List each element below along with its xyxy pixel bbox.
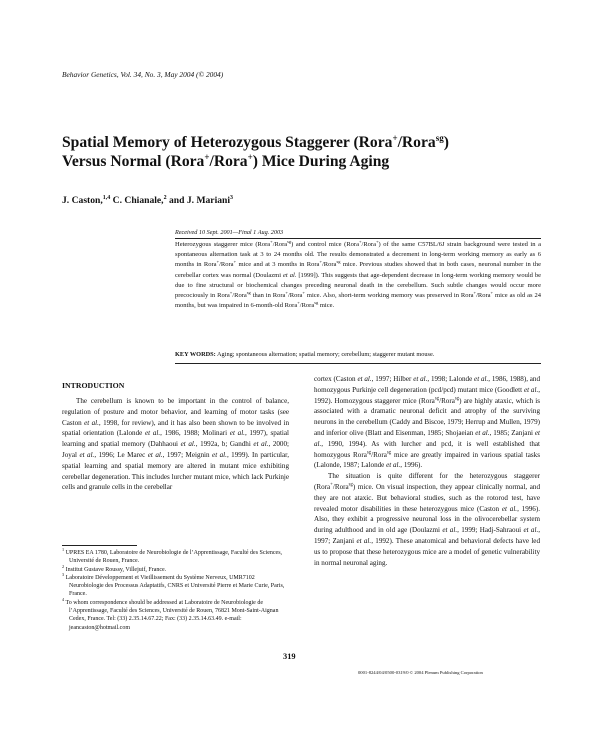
received-dates: Received 10 Sept. 2001—Final 1 Aug. 2003: [175, 229, 284, 236]
footnote-rule: [62, 545, 137, 546]
introduction-left-column: The cerebellum is known to be important in the control of balance, regulation of posture and motor behavior, and learning of motor tasks (see Caston et al., 1998, for review), and it has also been shown to be involved in spatial orientation (Lalonde et al., 1986, 1988; Molinari et al., 1997), spatial learning and spatial memory (Dahhaoui et al., 1992a, b; Gandhi et al., 2000; Joyal et al., 1996; Le Marec et al., 1997; Meignin et al., 1999). In particular, spatial learning and spatial memory are altered in mutant mice exhibiting cerebellar degeneration. This includes lurcher mutant mice, which lack Purkinje cells and granule cells in the cerebellar: [62, 397, 290, 492]
copyright-line: 0001-8244/04/0500-0319/0 © 2004 Plenum Publishing Corporation: [358, 670, 483, 675]
journal-citation: Behavior Genetics, Vol. 34, No. 3, May 2004 (© 2004): [62, 70, 224, 79]
footnote: $^2$ Institut Gustave Roussy, Villejuif, France.: [62, 563, 167, 573]
footnote: $^3$ Laboratoire Développement et Vieillissement du Système Nerveux, UMR7102 Neurobiologie des Processus Adaptatifs, CNRS et Université Pierre et Marie Curie, Paris, France.: [62, 571, 285, 598]
key-words: KEY WORDS: Aging; spontaneous alternation; spatial memory; cerebellum; staggerer mutant mouse.: [175, 351, 435, 358]
footnote: $^4$ To whom correspondence should be addressed at Laboratoire de Neurobiologie de l’Apprentissage, Faculté des Sciences, Université de Rouen, 76821 Mont-Saint-Aignan Cedex, France. Tel: (33) 2.35.14.67.22; Fax: (33) 2.35.14.63.49. e-mail: jeancaston@hotmail.com: [62, 596, 279, 631]
footnote: $^1$ UPRES EA 1780, Laboratoire de Neurobiologie de l’Apprentissage, Faculté des Sciences, Université de Rouen, France.: [62, 547, 283, 565]
footnotes: [62, 549, 289, 632]
page-number: 319: [283, 652, 296, 661]
abstract: Heterozygous staggerer mice (Rora+/Rora$^{sg}$) and control mice (Rora+/Rora+) of the same C57BL/6J strain background were tested in a spontaneous alternation task at 3 to 24 months old. The results demonstrated a decrement in long-term working memory as early as 6 months in Rora+/Rora+ mice and at 3 months in Rora+/Rora$^{sg}$ mice. Previous studies showed that in both cases, neuronal number in the cerebellar cortex was normal (Doulazmi et al. [1999]). This suggests that age-dependent decrease in long-term working memory would be due to fine structural or biochemical changes preceding neuronal death in the cerebellum. Such subtle changes would occur more precociously in Rora+/Rora$^{sg}$ than in Rora+/Rora+ mice. Also, short-term working memory was preserved in Rora+/Rora+ mice as old as 24 months, but was impaired in 6-month-old Rora+/Rora$^{sg}$ mice.: [175, 238, 541, 310]
abstract-bottom-rule: [175, 363, 541, 364]
author-list: J. Caston,$^{1,4}$ C. Chianale,$^2$ and J. Mariani$^3$: [62, 194, 234, 206]
article-title: Spatial Memory of Heterozygous Staggerer (Rora+/Rora$^{sg}$) Versus Normal (Rora+/Rora+) Mice During Aging: [62, 132, 449, 170]
section-heading-introduction: INTRODUCTION: [62, 381, 125, 390]
introduction-right-column: cortex (Caston et al., 1997; Hilber et al., 1998; Lalonde et al., 1986, 1988), and homozygous Purkinje cell degeneration (pcd/pcd) mutant mice (Goodlett et al., 1992). Homozygous staggerer mice (Rora$^{sg}$/Rora$^{sg}$) are highly ataxic, which is associated with a dramatic neuronal deficit and atrophy of the surviving neurons in the cerebellum (Caddy and Biscoe, 1979; Herrup and Mullen, 1979) and inferior olive (Blatt and Eisenman, 1985; Shojaeian et al., 1985; Zanjani et al., 1990, 1994). As with lurcher and pcd, it is well established that homozygous Rora$^{sg}$/Rora$^{sg}$ mice are greatly impaired in various spatial tasks (Lalonde, 1987; Lalonde et al., 1996). The situation is quite different for the heterozygous staggerer (Rora+/Rora$^{sg}$) mice. On visual inspection, they appear clinically normal, and they are not ataxic. But behavioral studies, such as the rotorod test, have revealed motor disabilities in these heterozygous mice (Caston et al., 1996). Also, they exhibit a progressive neuronal loss in the olivocerebellar system during adulthood and in old age (Doulazmi et al., 1999; Hadj-Sahraoui et al., 1997; Zanjani et al., 1992). These anatomical and behavioral defects have led us to propose that these heterozygous mice are a model of genetic vulnerability in normal neuronal aging.: [314, 375, 541, 567]
